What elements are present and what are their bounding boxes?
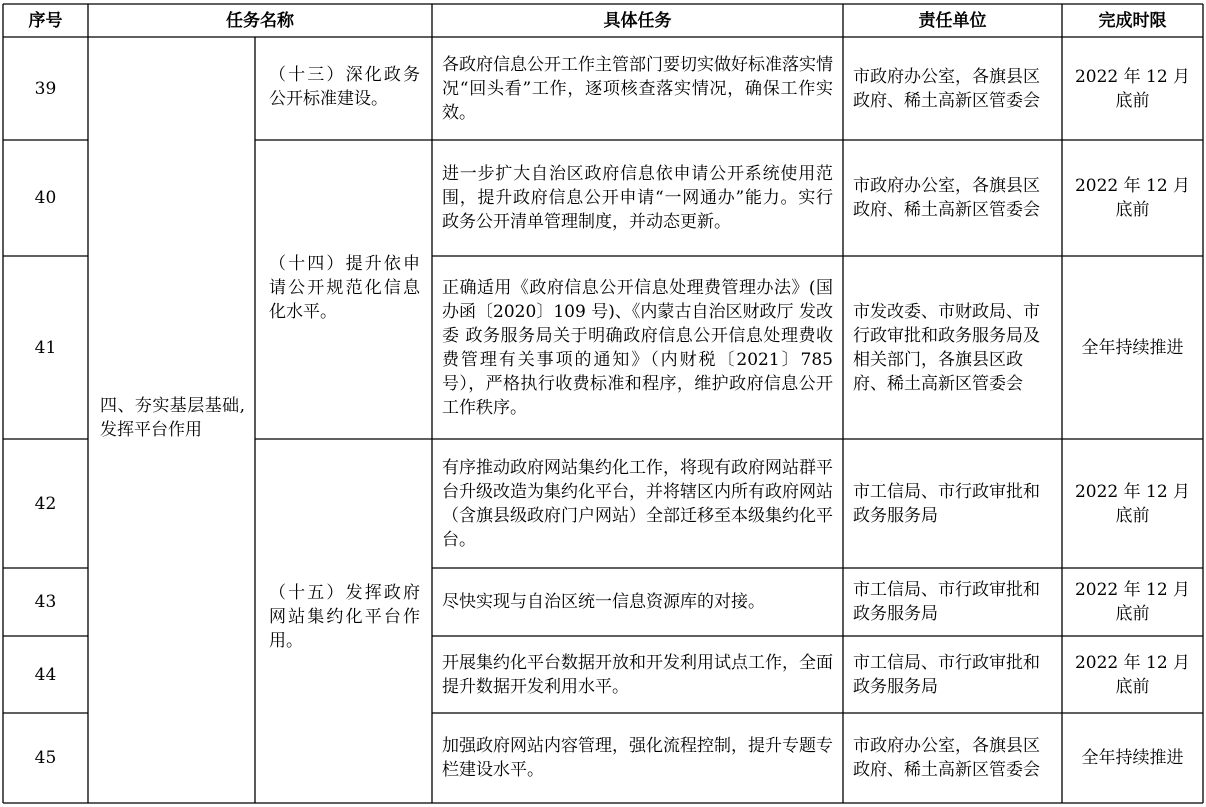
group-label-14: （十四）提升依申请公开规范化信息化水平。 <box>269 254 420 322</box>
row-unit: 市发改委、市财政局、市行政审批和政务服务局及相关部门，各旗县区政府、稀土高新区管委会 <box>853 301 1040 394</box>
row-task: 各政府信息公开工作主管部门要切实做好标准落实情况“回头看”工作，逐项核查落实情况，确保工作实效。 <box>442 54 833 123</box>
category-cell: 四、夯实基层基础,发挥平台作用 <box>100 396 245 440</box>
row-seq: 45 <box>34 748 57 768</box>
header-deadline: 完成时限 <box>1098 10 1167 31</box>
row-deadline: 2022 年 12 月 底前 <box>1074 481 1191 526</box>
header-task-name: 任务名称 <box>226 10 294 31</box>
row-unit: 市工信局、市行政审批和政务服务局 <box>853 580 1040 624</box>
row-unit: 市政府办公室，各旗县区政府、稀土高新区管委会 <box>853 176 1040 220</box>
row-deadline: 2022 年 12 月 底前 <box>1074 66 1191 111</box>
header-seq: 序号 <box>28 10 63 31</box>
header-unit: 责任单位 <box>918 10 987 31</box>
row-unit: 市工信局、市行政审批和政务服务局 <box>853 652 1040 697</box>
row-task: 有序推动政府网站集约化工作，将现有政府网站群平台升级改造为集约化平台，并将辖区内所有政府网站（含旗县级政府门户网站）全部迁移至本级集约化平台。 <box>442 457 833 550</box>
row-deadline: 全年持续推进 <box>1081 748 1184 768</box>
group-label-15: （十五）发挥政府网站集约化平台作用。 <box>269 583 420 651</box>
row-seq: 43 <box>34 592 57 612</box>
row-task: 加强政府网站内容管理，强化流程控制，提升专题专栏建设水平。 <box>442 736 833 780</box>
row-deadline: 2022 年 12 月 底前 <box>1074 176 1191 220</box>
row-seq: 42 <box>34 493 57 514</box>
row-unit: 市政府办公室，各旗县区政府、稀土高新区管委会 <box>853 66 1040 111</box>
row-seq: 40 <box>34 188 57 208</box>
row-task: 尽快实现与自治区统一信息资源库的对接。 <box>442 592 765 612</box>
row-task: 正确适用《政府信息公开信息处理费管理办法》(国办函〔2020〕109 号)、《内蒙古自治区财政厅 发改委 政务服务局关于明确政府信息公开信息处理费收费管理有关事项的通知》（内财税〔2021〕785 号），严格执行收费标准和程序，维护政府信息公开工作秩序。 <box>442 277 833 418</box>
header-task: 具体任务 <box>603 10 672 31</box>
row-deadline: 2022 年 12 月 底前 <box>1074 652 1191 697</box>
group-label-13: （十三）深化政务公开标准建设。 <box>269 65 420 109</box>
row-seq: 41 <box>34 337 57 358</box>
row-task: 开展集约化平台数据开放和开发利用试点工作，全面提升数据开发利用水平。 <box>442 652 833 697</box>
row-unit: 市政府办公室，各旗县区政府、稀土高新区管委会 <box>853 736 1040 780</box>
row-unit: 市工信局、市行政审批和政务服务局 <box>853 481 1040 526</box>
row-seq: 44 <box>34 664 57 685</box>
row-deadline: 全年持续推进 <box>1081 337 1184 358</box>
row-deadline: 2022 年 12 月 底前 <box>1074 580 1191 624</box>
row-seq: 39 <box>34 78 57 99</box>
row-task: 进一步扩大自治区政府信息依申请公开系统使用范围，提升政府信息公开申请“一网通办”能力。实行政务公开清单管理制度，并动态更新。 <box>442 164 833 232</box>
